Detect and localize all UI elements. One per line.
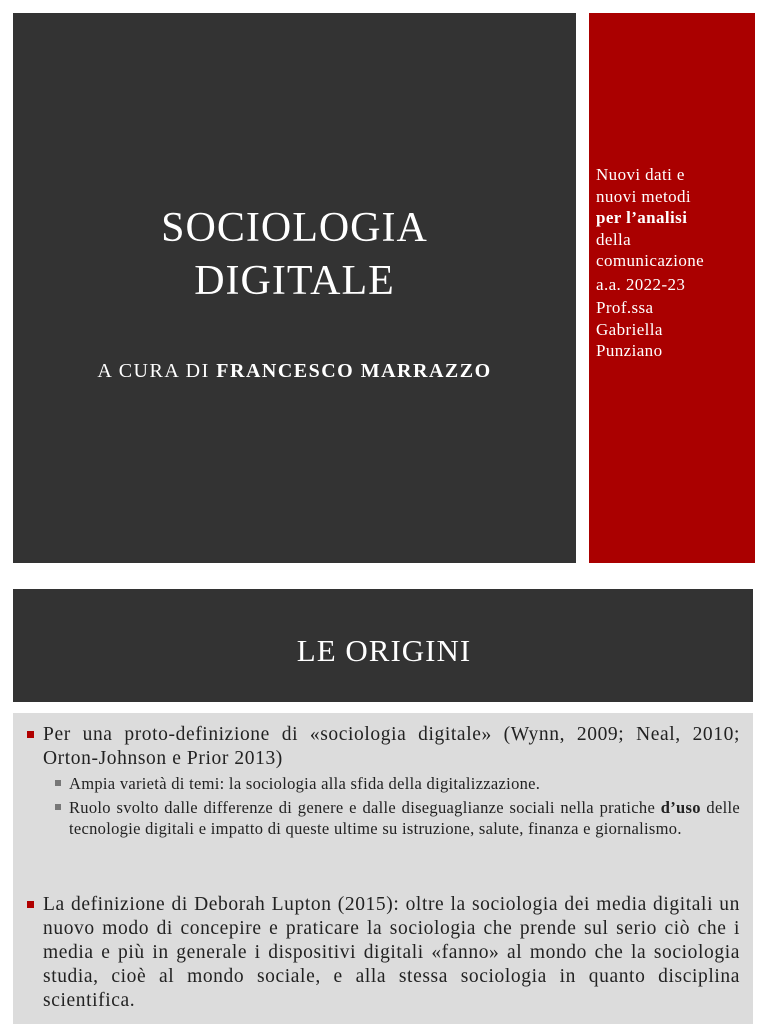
side-line-9: Punziano [596, 341, 663, 360]
subtitle [13, 360, 576, 383]
title-line-2: DIGITALE [194, 258, 395, 304]
side-line-5: comunicazione [596, 251, 705, 270]
slide-body [13, 713, 753, 1024]
side-info-panel [589, 13, 755, 563]
bullet-block-2 [43, 893, 740, 1013]
section-title: LE ORIGINI [296, 633, 472, 668]
sub-bullet-item [69, 797, 740, 840]
sub-bullet-text-end: delle tecnologie digitali e impatto di queste ultime su istruzione, salute, finanza e giornalismo. [69, 797, 740, 838]
bullet-item [43, 893, 740, 1013]
side-line-2: nuovi metodi [596, 186, 691, 206]
sub-bullet-square-icon [55, 780, 61, 786]
bullet-square-icon [27, 731, 34, 738]
side-line-4: della [596, 229, 632, 249]
side-line-1: Nuovi dati e [596, 165, 685, 184]
side-line-8: Gabriella [596, 319, 663, 339]
side-line-3 [596, 207, 754, 229]
sub-bullet-item [69, 773, 740, 795]
sub-bullet-square-icon [55, 804, 61, 810]
bullet-square-icon [27, 901, 34, 908]
bullet-item [43, 723, 740, 771]
title-slide-panel [13, 13, 576, 563]
sub-bullet-text: Ampia varietà di temi: la sociologia alla sfida della digitalizzazione. [69, 774, 541, 793]
sub-bullet-text-bold: d’uso [660, 797, 701, 817]
sub-bullet-text-start: Ruolo svolto dalle differenze di genere e dalle diseguaglianze sociali nella pratiche [69, 797, 661, 817]
subtitle-author: FRANCESCO MARRAZZO [216, 360, 492, 382]
side-line-6: a.a. 2022-23 [596, 274, 686, 294]
title-line-1: SOCIOLOGIA [161, 205, 428, 251]
subtitle-prefix: A CURA DI [97, 360, 217, 382]
bullet-block-1 [43, 723, 740, 840]
bullet-text: La definizione di Deborah Lupton (2015): oltre la sociologia dei media digitali un nuovo modo di concepire e praticare la sociologia che prende sul serio ciò che i media e più in generale i dispositivi digitali «fanno» al mondo che la sociologia studia, cioè al mondo sociale, e alla stessa sociologia in quanto disciplina scientifica. [43, 894, 740, 1011]
side-info-text [596, 164, 754, 362]
side-line-7: Prof.ssa [596, 298, 654, 317]
side-line-3-bold: per l’analisi [596, 208, 688, 227]
bullet-text: Per una proto-definizione di «sociologia digitale» (Wynn, 2009; Neal, 2010; Orton-Johnson e Prior 2013) [43, 724, 740, 769]
